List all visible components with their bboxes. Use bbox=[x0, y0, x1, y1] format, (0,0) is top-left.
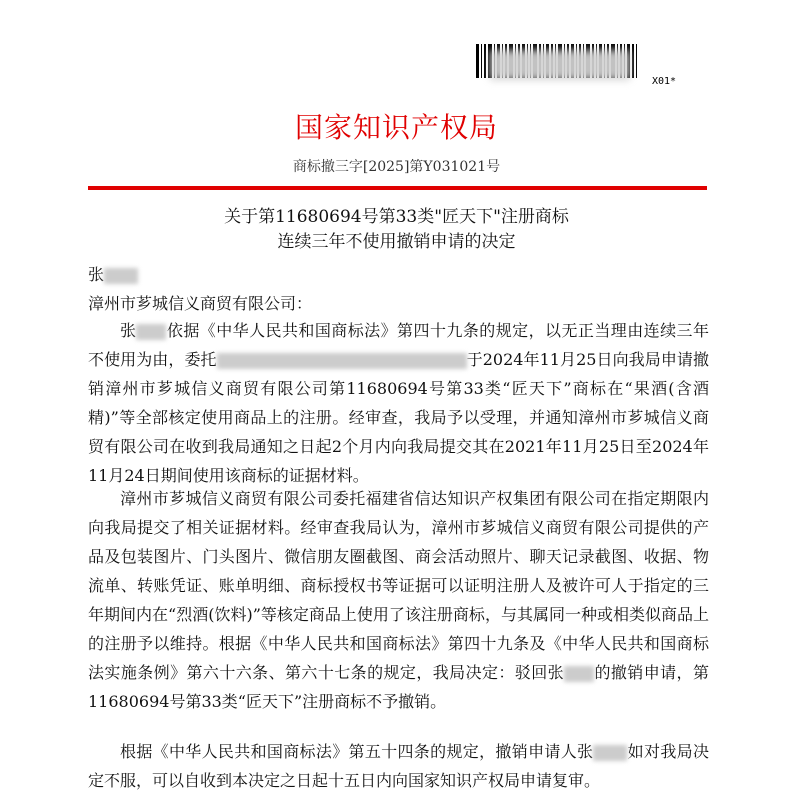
addressee-applicant bbox=[88, 262, 138, 285]
barcode bbox=[476, 44, 676, 90]
p2-text-b: 的撤销申请，第11680694号第33类“匠天下”注册商标不予撤销。 bbox=[88, 663, 709, 711]
p1-applicant: 张 bbox=[120, 321, 137, 340]
barcode-code: X01* bbox=[652, 76, 677, 87]
paragraph-2 bbox=[88, 484, 709, 716]
p2-text-a: 漳州市芗城信义商贸有限公司委托福建省信达知识产权集团有限公司在指定期限内向我局提交了相关证据材料。经审查我局认为，漳州市芗城信义商贸有限公司提供的产品及包装图片、门头图片、微信朋友圈截图、商会活动照片、聊天记录截图、收据、物流单、转账凭证、账单明细、商标授权书等证据可以证明注册人及被许可人于指定的三年期间内在“烈酒(饮料)”等核定商品上使用了该注册商标，与其属同一种或相类似商品上的注册予以维持。根据《中华人民共和国商标法》第四十九条及《中华人民共和国商标法实施条例》第六十六条、第六十七条的规定，我局决定：驳回张 bbox=[88, 489, 709, 682]
redacted-region bbox=[490, 50, 630, 80]
paragraph-1 bbox=[88, 316, 709, 490]
redacted-name bbox=[136, 324, 166, 340]
redacted-name bbox=[564, 666, 594, 682]
title-line-2: 连续三年不使用撤销申请的决定 bbox=[277, 232, 516, 252]
redacted-agent bbox=[217, 353, 467, 369]
organization-title: 国家知识产权局 bbox=[294, 111, 498, 144]
redacted-name bbox=[104, 268, 138, 284]
red-divider bbox=[88, 186, 707, 190]
paragraph-3 bbox=[88, 737, 709, 793]
p1-text-b: 于2024年11月25日向我局申请撤销漳州市芗城信义商贸有限公司第11680694号第33类“匠天下”商标在“果酒(含酒精)”等全部核定使用商品上的注册。经审查，我局予以受理，并通知漳州市芗城信义商贸有限公司在收到我局通知之日起2个月内向我局提交其在2021年11月25日至2024年11月24日期间使用该商标的证据材料。 bbox=[88, 350, 709, 485]
p3-text-a: 根据《中华人民共和国商标法》第五十四条的规定，撤销申请人张 bbox=[120, 742, 594, 761]
redacted-name bbox=[593, 745, 627, 761]
document-number: 商标撤三字[2025]第Y031021号 bbox=[292, 159, 501, 175]
applicant-name: 张 bbox=[88, 265, 105, 284]
p1-text-a: 依据《中华人民共和国商标法》第四十九条的规定，以无正当理由连续三年不使用为由，委托 bbox=[88, 321, 709, 369]
addressee-company: 漳州市芗城信义商贸有限公司： bbox=[88, 294, 313, 313]
title-line-1: 关于第11680694号第33类"匠天下"注册商标 bbox=[224, 207, 569, 227]
decision-title bbox=[0, 205, 793, 255]
p3-text-b: 如对我局决定不服，可以自收到本决定之日起十五日内向国家知识产权局申请复审。 bbox=[88, 742, 709, 790]
